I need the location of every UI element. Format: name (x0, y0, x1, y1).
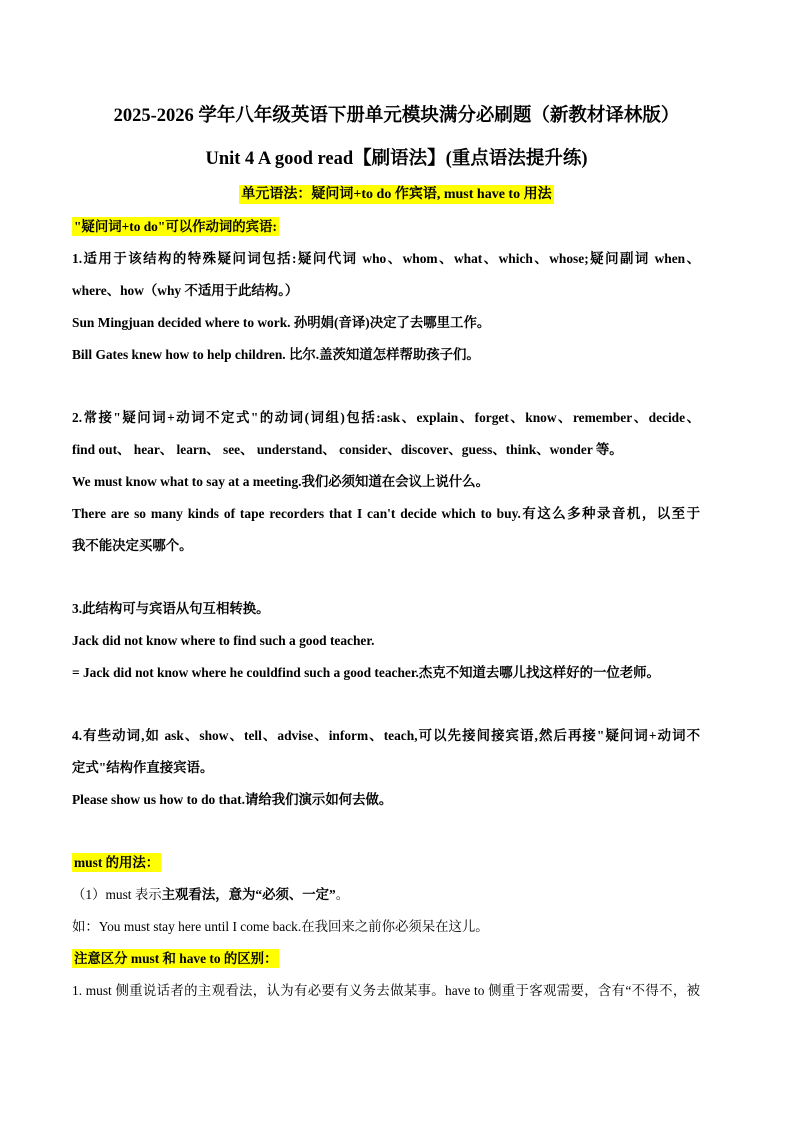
document-title: 2025-2026 学年八年级英语下册单元模块满分必刷题（新教材译林版） (113, 106, 680, 126)
document-subtitle: Unit 4 A good read【刷语法】(重点语法提升练) (205, 149, 588, 169)
must-point1-suffix: 。 (335, 887, 350, 902)
diff-heading-text: 注意区分 must 和 have to 的区别： (74, 951, 278, 966)
section2-heading-text: must 的用法： (74, 855, 160, 870)
point3: 3.此结构可与宾语从句互相转换。 (72, 601, 270, 616)
point4-line2: 定式"结构作直接宾语。 (72, 760, 214, 775)
grammar-banner (0, 185, 793, 205)
example-4-line2: 我不能决定买哪个。 (72, 538, 193, 553)
example-1: Sun Mingjuan decided where to work. 孙明娟(音译)决定了去哪里工作。 (72, 315, 491, 330)
point2-line1-text: 2.常接"疑问词+动词不定式"的动词(词组)包括:ask、explain、forget、know、remember、decide、 (72, 410, 700, 425)
example-4-line1-text: There are so many kinds of tape recorders that I can't decide which to buy.有这么多种录音机，以至于 (72, 506, 700, 521)
point1-line2: where、how（why 不适用于此结构。） (72, 283, 299, 298)
example-2: Bill Gates knew how to help children. 比尔.盖茨知道怎样帮助孩子们。 (72, 347, 480, 362)
example-5: Jack did not know where to find such a good teacher. (72, 633, 375, 648)
point1-line1 (72, 250, 700, 268)
section1-heading-text: "疑问词+to do"可以作动词的宾语: (74, 219, 277, 234)
point2-line1 (72, 409, 700, 427)
must-example: 如：You must stay here until I come back.在我回来之前你必须呆在这儿。 (72, 919, 489, 934)
section1-heading (72, 218, 279, 236)
point4-line1-text: 4.有些动词,如 ask、show、tell、advise、inform、teach,可以先接间接宾语,然后再接"疑问词+动词不 (72, 728, 700, 743)
diff-heading (72, 950, 279, 968)
point4-line1 (72, 727, 700, 745)
example-4-line1 (72, 505, 700, 523)
must-point1-bold: 主观看法，意为“必须、一定” (161, 887, 336, 902)
must-point1 (72, 886, 349, 904)
example-3: We must know what to say at a meeting.我们必须知道在会议上说什么。 (72, 474, 489, 489)
must-point1-prefix: （1）must 表示 (72, 887, 162, 902)
example-7: Please show us how to do that.请给我们演示如何去做。 (72, 792, 393, 807)
diff-line1 (72, 982, 700, 1000)
point1-line1-text: 1.适用于该结构的特殊疑问词包括:疑问代词 who、whom、what、which、whose;疑问副词 when、 (72, 251, 700, 266)
diff-line1-text: 1. must 侧重说话者的主观看法，认为有必要有义务去做某事。have to 侧重于客观需要，含有“不得不，被 (72, 983, 700, 998)
section2-heading (72, 854, 161, 872)
example-6: = Jack did not know where he couldfind such a good teacher.杰克不知道去哪儿找这样好的一位老师。 (72, 665, 660, 680)
grammar-banner-text: 单元语法：疑问词+to do 作宾语, must have to 用法 (241, 187, 552, 202)
point2-line2: find out、 hear、 learn、 see、 understand、 consider、discover、guess、think、wonder 等。 (72, 442, 623, 457)
